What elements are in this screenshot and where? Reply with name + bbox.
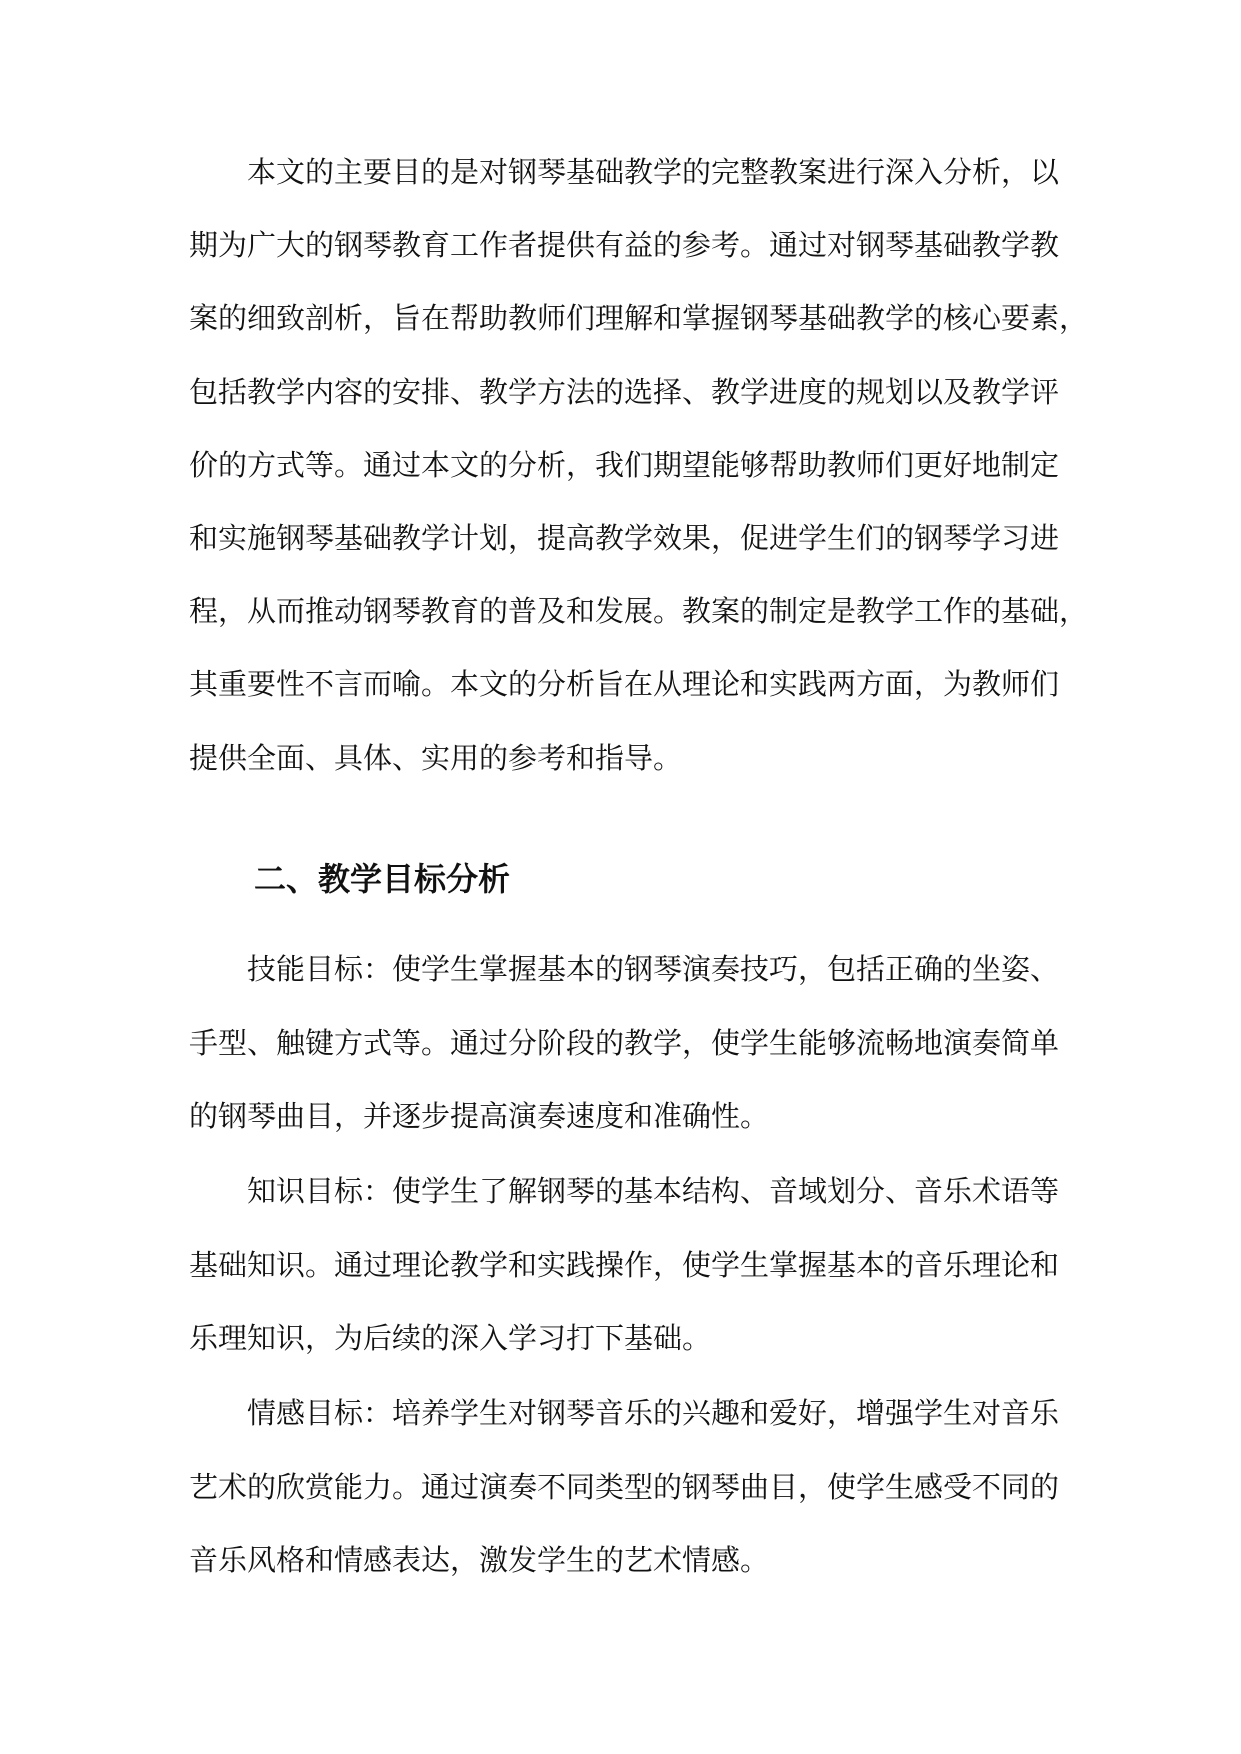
paragraph-line: 艺术的欣赏能力。通过演奏不同类型的钢琴曲目，使学生感受不同的	[189, 1470, 1060, 1504]
paragraph-line: 技能目标：使学生掌握基本的钢琴演奏技巧，包括正确的坐姿、	[247, 952, 1060, 986]
paragraph-line: 其重要性不言而喻。本文的分析旨在从理论和实践两方面，为教师们	[189, 667, 1060, 701]
paragraph-line: 基础知识。通过理论教学和实践操作，使学生掌握基本的音乐理论和	[189, 1248, 1060, 1282]
paragraph-line: 手型、触键方式等。通过分阶段的教学，使学生能够流畅地演奏简单	[189, 1026, 1060, 1060]
paragraph-line: 情感目标：培养学生对钢琴音乐的兴趣和爱好，增强学生对音乐	[247, 1396, 1060, 1430]
paragraph-line: 价的方式等。通过本文的分析，我们期望能够帮助教师们更好地制定	[189, 448, 1060, 482]
paragraph-line: 包括教学内容的安排、教学方法的选择、教学进度的规划以及教学评	[189, 375, 1060, 409]
paragraph-line: 案的细致剖析，旨在帮助教师们理解和掌握钢琴基础教学的核心要素，	[189, 301, 1089, 335]
paragraph-line: 提供全面、具体、实用的参考和指导。	[189, 741, 683, 775]
section-heading: 二、教学目标分析	[254, 860, 511, 898]
paragraph-line: 程，从而推动钢琴教育的普及和发展。教案的制定是教学工作的基础，	[189, 594, 1089, 628]
paragraph-line: 的钢琴曲目，并逐步提高演奏速度和准确性。	[189, 1099, 770, 1133]
paragraph-line: 音乐风格和情感表达，激发学生的艺术情感。	[189, 1543, 770, 1577]
paragraph-line: 知识目标：使学生了解钢琴的基本结构、音域划分、音乐术语等	[247, 1174, 1060, 1208]
paragraph-line: 期为广大的钢琴教育工作者提供有益的参考。通过对钢琴基础教学教	[189, 228, 1060, 262]
paragraph-line: 和实施钢琴基础教学计划，提高教学效果，促进学生们的钢琴学习进	[189, 521, 1060, 555]
paragraph-line: 乐理知识，为后续的深入学习打下基础。	[189, 1321, 712, 1355]
paragraph-line: 本文的主要目的是对钢琴基础教学的完整教案进行深入分析，以	[247, 155, 1060, 189]
